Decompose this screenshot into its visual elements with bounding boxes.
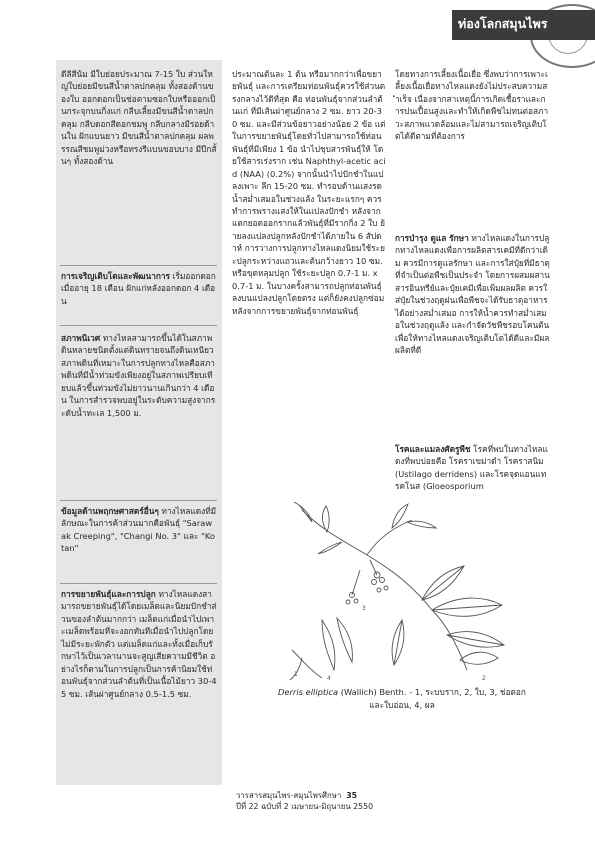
footer-journal-name: วารสารสมุนไพร-สมุนไพรศึกษา — [236, 791, 342, 800]
col1-paragraph-intro: ดีลีสีน้ม มีใบย่อยประมาณ 7-15 ใบ ส่วนใหญ่ใบย่อยมีขนสีน้ำตาลปกคลุม ทั้งสองด้านของใบ ออกดอกเป็นช่อตามซอกใบหรือออกเป็นกระจุกบนกิ่งแก่ กลีบเลี้ยงมีขนสีน้ำตาลปกคลุม กลีบดอกสีดอกชมพู กลีบกลางมีรอยด้านใน ฝักแบนยาว มีขนสีน้ำตาลปกคลุม ผลพรรณสีชมพูม่วงหรือทรงรีแบนขอบบาง มีปีกสั้นๆ ทั้งสองด้าน — [61, 69, 217, 167]
col2-paragraph: ประมาณต้นละ 1 ต้น หรือมากกว่าเพื่อขยายพันธุ์ และการเตรียมท่อนพันธุ์ควรใช้ส่วนตรงกลางไว้ดีที่สุด คือ ท่อนพันธุ์จากส่วนลำต้นแก่ ที่มีเส้นผ่าศูนย์กลาง 2 ซม. ยาว 20-30 ซม. และมีส่วนข้อยาวอย่างน้อย 2 ข้อ แต่ในการขยายพันธุ์โดยทั่วไปสามารถใช้ท่อนพันธุ์ที่มีเพียง 1 ข้อ นำไปชุบสารพันธุ์ให้ โดยใช้สารเร่งราก เช่น Naphthyl-acetic acid (NAA) (0.2%) จากนั้นนำไปปักชำในแปลงเพาะ ลึก 15-20 ซม. ทำรอบด้านแสงรดน้ำสม่ำเสมอในช่วงแล้ง ในระยะแรกๆ ควรทำการพรางแสงให้ในแปลงปักชำ หลังจากแตกยอดออกรากแล้วพันธุ์ที่มีรากกิ่ง 2 ใบ ย้ายลงแปลงปลูกหลังปักชำได้ภายใน 6 สัปดาห์ การวางการปลูกทางไหลแดงนิยมใช้ระยะปลูกระหว่างแถวและต้นกว้างยาว 10 ซม. หรือขุดหลุมปลูก ใช้ระยะปลูก 0.7-1 ม. x 0.7-1 ม. ในบางครั้งสามารถปลูกท่อนพันธุ์ลงบนแปลงปลูกโดยตรง แต่ก็ยังคงปลูกซ่อมหลังจากการขยายพันธุ์จากท่อนพันธุ์ — [232, 69, 386, 316]
section-title: ท่องโลกสมุนไพร — [458, 16, 548, 31]
caption-details: (Wallich) Benth. - 1, ระบบราก, 2, ใบ, 3, ช่อดอกและใบอ่อน, 4, ผล — [338, 687, 526, 710]
footer-issue-line: ปีที่ 22 ฉบับที่ 2 เมษายน-มิถุนายน 2550 — [236, 802, 374, 811]
disease-heading: โรคและแมลงศัตรูพืช — [395, 444, 471, 454]
caption-species: Derris elliptica — [278, 687, 339, 697]
propagation-heading: การขยายพันธุ์และการปลูก — [61, 589, 156, 599]
figure-label-3: 3 — [362, 605, 366, 612]
figure-label-1: 1 — [294, 671, 298, 678]
disease-text: โรคที่พบในทางไหลแดงที่พบบ่อยคือ โรคราเขม่าดำ โรคราสนิม (Ustilago derridens) และโรคจุดแอนแทรคโนส (Gloeosporium — [395, 444, 548, 492]
divider — [60, 325, 217, 326]
divider — [60, 583, 217, 584]
figure-caption — [272, 686, 532, 711]
divider — [60, 265, 217, 266]
growth-text: เริ่มออกดอกเมื่ออายุ 18 เดือน ฝักแก่หลังออกดอก 4 เดือน — [61, 271, 216, 306]
col3-disease-paragraph — [395, 443, 550, 493]
divider — [60, 500, 217, 501]
col1-propagation-paragraph — [61, 588, 217, 700]
page-footer — [236, 790, 396, 812]
growth-heading: การเจริญเติบโตและพัฒนาการ — [61, 271, 171, 281]
botany-heading: ข้อมูลด้านพฤกษศาสตร์อื่นๆ — [61, 506, 159, 516]
col1-botany-paragraph — [61, 505, 217, 555]
care-text: ทางไหลแดงในการปลูกทางไหลแดงเพื่อการผลิตสารเคมีที่ดีกว่าเดิม ควรมีการดูแลรักษา และการใส่ปุ๋ยที่มีธาตุที่จำเป็นต่อพืชเป็นประจำ โดยการผสมผสานสารอินทรีย์และปุ๋ยเคมีเพื่อเพิ่มผลผลิต ควรใส่ปุ๋ยในช่วงฤดูฝนเพื่อพืชจะได้รับธาตุอาหารได้อย่างสม่ำเสมอ การให้น้ำควรทำสม่ำเสมอในช่วงฤดูแล้ง และกำจัดวัชพืชรอบโคนต้นเพื่อให้ทางไหลแดงเจริญเติบโตได้ดีและมีผลผลิตที่ดี — [395, 233, 550, 356]
footer-journal-line — [236, 790, 396, 801]
col1-ecology-paragraph — [61, 332, 217, 419]
figure-label-2: 2 — [482, 675, 486, 682]
care-heading: การบำรุง ดูแล รักษา — [395, 233, 469, 243]
col3-paragraph-intro: โดยทางการเลี้ยงเนื้อเยื่อ ซึ่งพบว่าการเพาะเลี้ยงเนื้อเยื่อทางไหลแดงยังไม่ประสบความสำเร็จ เนื่องจากสาเหตุนี้การเกิดเชื้อราและการปนเปื้อนสูงและทำให้เกิดพืชไม่ทนต่อสภาวะสภาพแวดล้อมและไม่สามารถเจริญเติบโตได้ดีตามที่ต้องการ — [395, 69, 549, 142]
col3-care-paragraph — [395, 232, 550, 357]
col1-growth-paragraph — [61, 270, 217, 307]
figure-label-4: 4 — [327, 675, 331, 682]
ecology-heading: สภาพนิเวศ — [61, 333, 101, 343]
botany-text: ทางไหลแดงที่มีลักษณะในการค้าส่วนมากคือพันธุ์ "Sarawak Creeping", "Changi No. 3" และ "Kotan" — [61, 506, 217, 554]
propagation-text: ทางไหลแดงสามารถขยายพันธุ์ได้โดยเมล็ดและนิยมปักชำส่วนของลำต้นมากกว่า เมล็ดแก่เมื่อนำไปเพาะเมล็ดพร้อมที่จะงอกทันทีเมื่อนำไปปลูกโดยไม่มีระยะพักตัว แต่เมล็ดแก่และทั้งเมื่อเก็บรักษาไว้เป็นเวลานานจะสูญเสียความมีชีวิต อย่างไรก็ตามในการปลูกเป็นการค้านิยมใช้ท่อนพันธุ์จากส่วนลำต้นที่เป็นเนื้อไม้ยาว 30-45 ซม. เส้นผ่าศูนย์กลาง 0.5-1.5 ซม. — [61, 589, 217, 699]
page-number: 35 — [346, 791, 358, 800]
ecology-text: ทางไหลสามารถขึ้นได้ในสภาพดินหลายชนิดตั้งแต่ดินทรายจนถึงดินเหนียวสภาพดินที่เหมาะในการปลูกทางไหลคือสภาพดินที่มีน้ำท่วมขังเพียงอยู่ในสภาพเปรียบเทียบแล้วขึ้นท่วมขังไม่ยาวนานเกินกว่า 4 เดือน ในการสำรวจพบอยู่ในระดับความสูงจากระดับน้ำทะเล 1,500 ม. — [61, 333, 216, 418]
botanical-illustration — [282, 500, 512, 685]
